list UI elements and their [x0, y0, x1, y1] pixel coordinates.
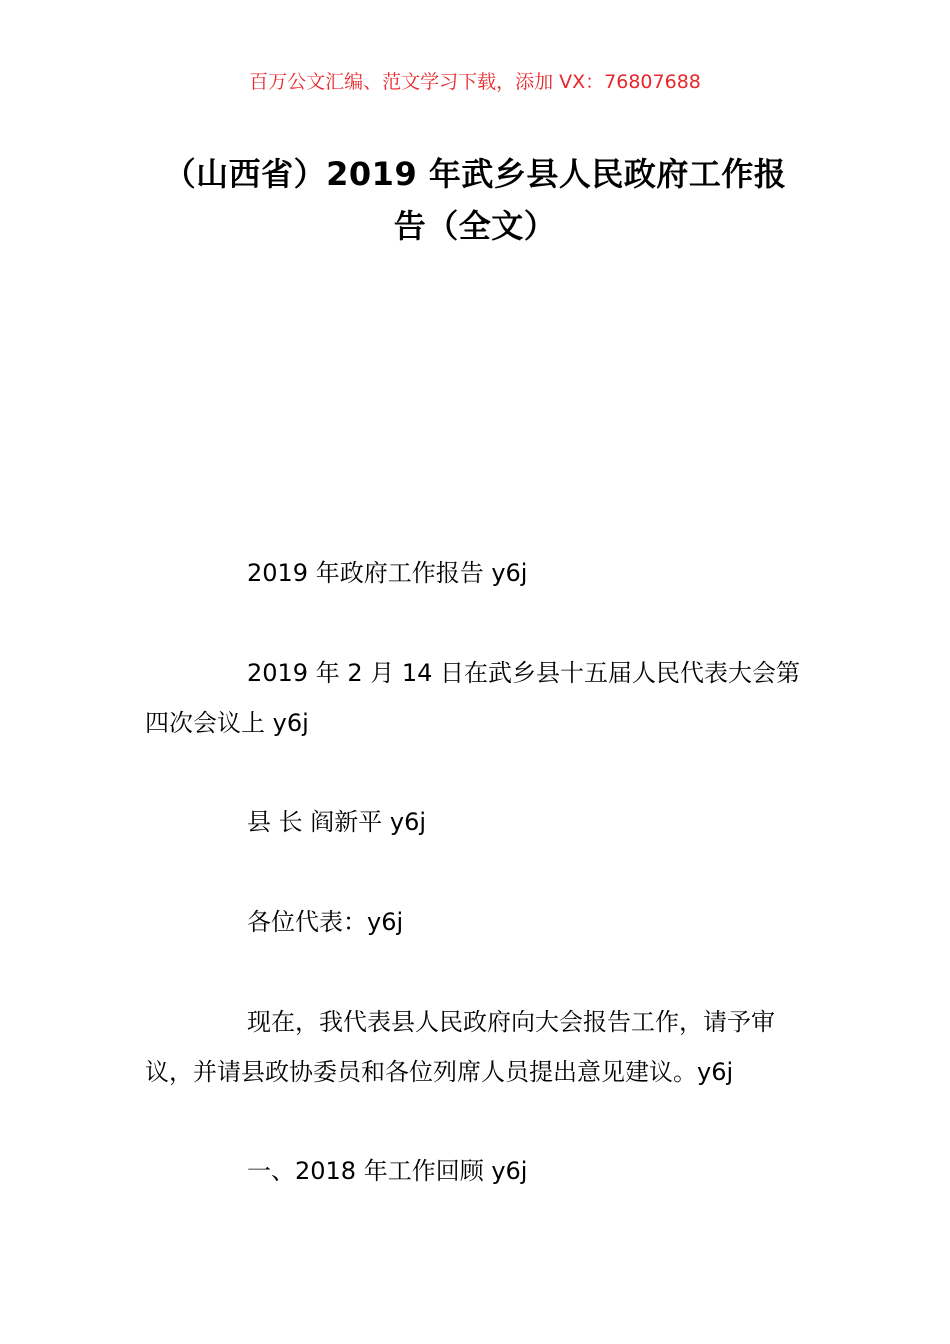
paragraph-text: 各位代表：y6j: [247, 908, 404, 936]
header-note: 百万公文汇编、范文学习下载，添加 VX：76807688: [249, 71, 701, 93]
title-line-2: 告（全文）: [393, 207, 557, 245]
paragraph-text: 2019 年 2 月 14 日在武乡县十五届人民代表大会第四次会议上 y6j: [145, 659, 801, 737]
paragraph-salutation: [145, 897, 810, 947]
paragraph-opening: [145, 997, 810, 1097]
document-title: [145, 148, 805, 252]
paragraph-meeting-info: [145, 648, 810, 748]
section-heading-review: [145, 1146, 810, 1196]
paragraph-report-name: [145, 548, 810, 598]
title-line-1: （山西省）2019 年武乡县人民政府工作报: [163, 155, 787, 193]
paragraph-text: 2019 年政府工作报告 y6j: [247, 559, 528, 587]
paragraph-text: 现在，我代表县人民政府向大会报告工作，请予审议，并请县政协委员和各位列席人员提出意见建议。y6j: [145, 1008, 775, 1086]
paragraph-text: 县 长 阎新平 y6j: [247, 808, 427, 836]
paragraph-text: 一、2018 年工作回顾 y6j: [247, 1157, 528, 1185]
paragraph-speaker: [145, 797, 810, 847]
